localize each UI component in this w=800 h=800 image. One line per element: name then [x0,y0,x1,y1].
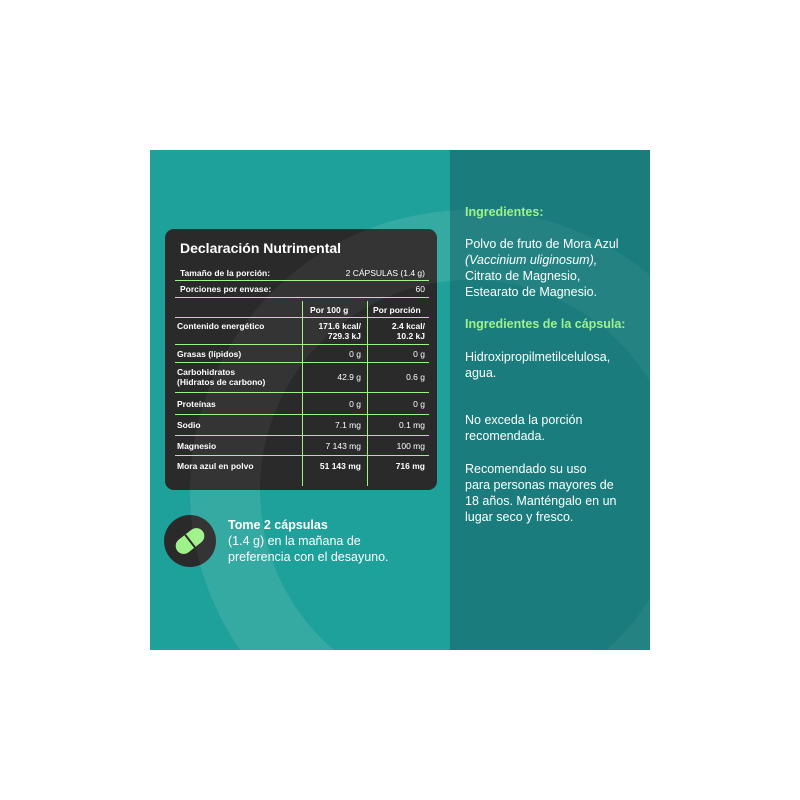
ingredients-line: Estearato de Magnesio. [465,285,598,299]
dosage-line: Tome 2 cápsulas [228,518,328,532]
row-value-per-portion: 0 g [413,349,425,359]
row-value-per-portion: 10.2 kJ [396,331,425,341]
row-label: Grasas (lípidos) [177,349,242,359]
row-value-per-100g: 42.9 g [337,372,361,382]
recommendation-line: Recomendado su uso [465,462,587,476]
age-recommendation [465,461,647,525]
recommendation-line: 18 años. Manténgalo en un [465,494,617,508]
row-label-secondary: (Hidratos de carbono) [177,377,266,387]
row-value-per-portion: 100 mg [396,441,425,451]
row-value-per-portion: 0.6 g [406,372,425,382]
column-header-per-portion: Por porción [373,305,421,315]
dosage-line: preferencia con el desayuno. [228,550,389,564]
dosage-warning [465,412,647,444]
row-value-per-100g: 171.6 kcal/ [318,321,361,331]
row-value-per-100g: 0 g [349,399,361,409]
serving-size-value: 2 CÁPSULAS (1.4 g) [345,268,425,278]
dosage-line: (1.4 g) en la mañana de [228,534,361,548]
ingredients-list [465,236,647,300]
capsule-ingredients-list [465,349,647,381]
portions-label: Porciones por envase: [180,284,272,294]
row-label: Sodio [177,420,201,430]
row-value-per-portion: 0.1 mg [399,420,425,430]
column-header-per-100g: Por 100 g [310,305,349,315]
row-label: Mora azul en polvo [177,461,254,471]
row-label: Magnesio [177,441,217,451]
capsule-ingredients-line: agua. [465,366,497,380]
recommendation-line: lugar seco y fresco. [465,510,574,524]
row-value-per-100g: 0 g [349,349,361,359]
ingredients-line: Polvo de fruto de Mora Azul [465,237,619,251]
product-info-panel [150,150,650,650]
row-value-per-100g: 7 143 mg [325,441,361,451]
warning-line: No exceda la porción [465,413,583,427]
row-value-per-100g: 7.1 mg [335,420,361,430]
row-label: Contenido energético [177,321,265,331]
row-label: Proteínas [177,399,216,409]
ingredients-line: Citrato de Magnesio, [465,269,581,283]
portions-value: 60 [415,284,425,294]
serving-size-label: Tamaño de la porción: [180,268,271,278]
ingredients-heading: Ingredientes: [465,205,544,219]
row-value-per-portion: 716 mg [395,461,425,471]
warning-line: recomendada. [465,429,545,443]
row-label: Carbohidratos [177,367,236,377]
capsule-ingredients-heading: Ingredientes de la cápsula: [465,317,626,331]
nutrition-title: Declaración Nutrimental [180,240,342,256]
row-value-per-100g: 51 143 mg [319,461,361,471]
row-value-per-portion: 2.4 kcal/ [391,321,425,331]
recommendation-line: para personas mayores de [465,478,614,492]
row-value-per-portion: 0 g [413,399,425,409]
capsule-ingredients-line: Hidroxipropilmetilcelulosa, [465,350,611,364]
ingredients-line-scientific: (Vaccinium uliginosum), [465,253,598,267]
ingredients-column [450,150,650,650]
row-value-per-100g: 729.3 kJ [327,331,361,341]
